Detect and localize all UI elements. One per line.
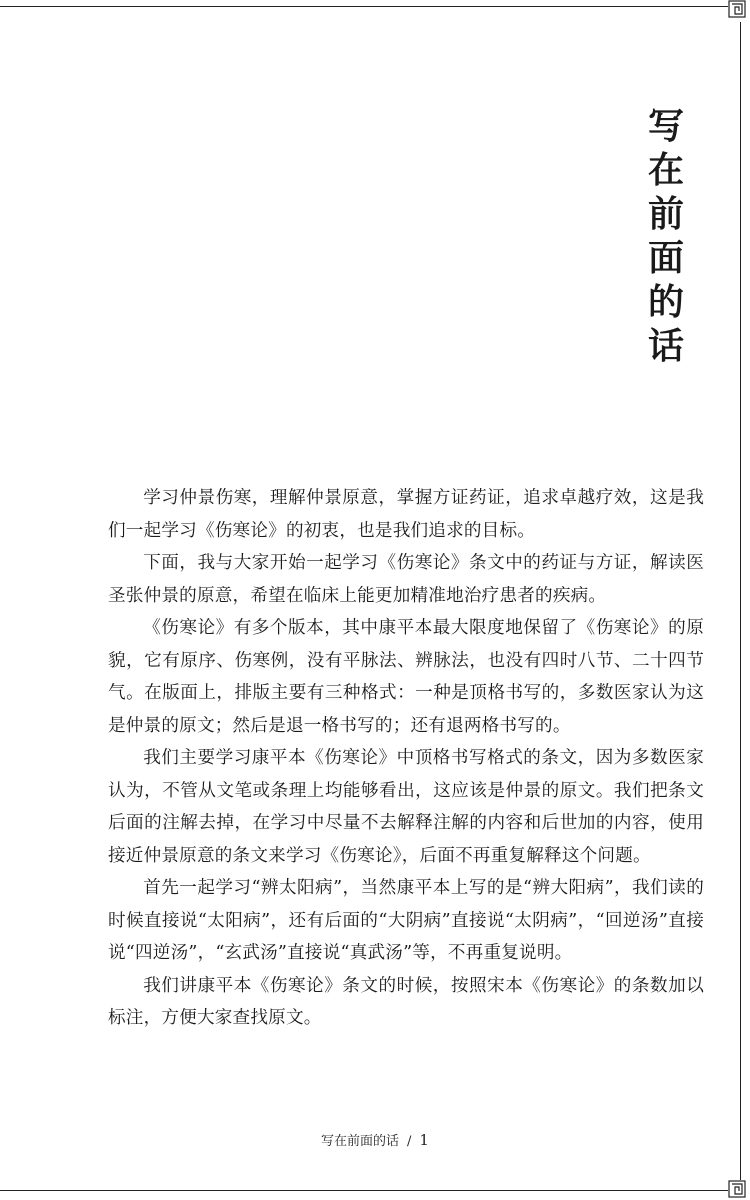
paragraph: 我们讲康平本《伤寒论》条文的时候，按照宋本《伤寒论》的条数加以标注，方便大家查找原文。 bbox=[108, 975, 704, 1028]
title-char: 前 bbox=[647, 193, 684, 235]
corner-fret-ornament-icon bbox=[728, 1180, 746, 1198]
page-border-top bbox=[0, 6, 728, 7]
page-border-bottom bbox=[0, 1190, 728, 1191]
title-char: 的 bbox=[647, 281, 684, 323]
body-text bbox=[108, 482, 704, 1035]
running-title: 写在前面的话 bbox=[321, 1134, 400, 1149]
title-char: 在 bbox=[647, 149, 684, 191]
paragraph: 首先一起学习“辨太阳病”，当然康平本上写的是“辨大阳病”，我们读的时候直接说“太阳病”，还有后面的“大阴病”直接说“太阴病”，“回逆汤”直接说“四逆汤”，“玄武汤”直接说“真武汤”等，不再重复说明。 bbox=[108, 878, 704, 963]
page-number: 1 bbox=[419, 1131, 429, 1149]
paragraph: 我们主要学习康平本《伤寒论》中顶格书写格式的条文，因为多数医家认为，不管从文笔或条理上均能够看出，这应该是仲景的原文。我们把条文后面的注解去掉，在学习中尽量不去解释注解的内容和后世加的内容，使用接近仲景原意的条文来学习《伤寒论》，后面不再重复解释这个问题。 bbox=[108, 748, 704, 866]
page-footer bbox=[0, 1130, 750, 1149]
paragraph: 《伤寒论》有多个版本，其中康平本最大限度地保留了《伤寒论》的原貌，它有原序、伤寒例，没有平脉法、辨脉法，也没有四时八节、二十四节气。在版面上，排版主要有三种格式：一种是顶格书写的，多数医家认为这是仲景的原文；然后是退一格书写的；还有退两格书写的。 bbox=[108, 618, 704, 736]
title-char: 话 bbox=[647, 325, 684, 367]
footer-separator: / bbox=[407, 1134, 412, 1149]
corner-fret-ornament-icon bbox=[728, 0, 746, 18]
title-char: 面 bbox=[647, 237, 684, 279]
paragraph: 下面，我与大家开始一起学习《伤寒论》条文中的药证与方证，解读医圣张仲景的原意，希望在临床上能更加精准地治疗患者的疾病。 bbox=[108, 553, 704, 606]
chapter-title bbox=[643, 104, 689, 368]
paragraph: 学习仲景伤寒，理解仲景原意，掌握方证药证，追求卓越疗效，这是我们一起学习《伤寒论》的初衷，也是我们追求的目标。 bbox=[108, 488, 704, 541]
title-char: 写 bbox=[647, 105, 684, 147]
page-border-right bbox=[740, 22, 741, 1180]
